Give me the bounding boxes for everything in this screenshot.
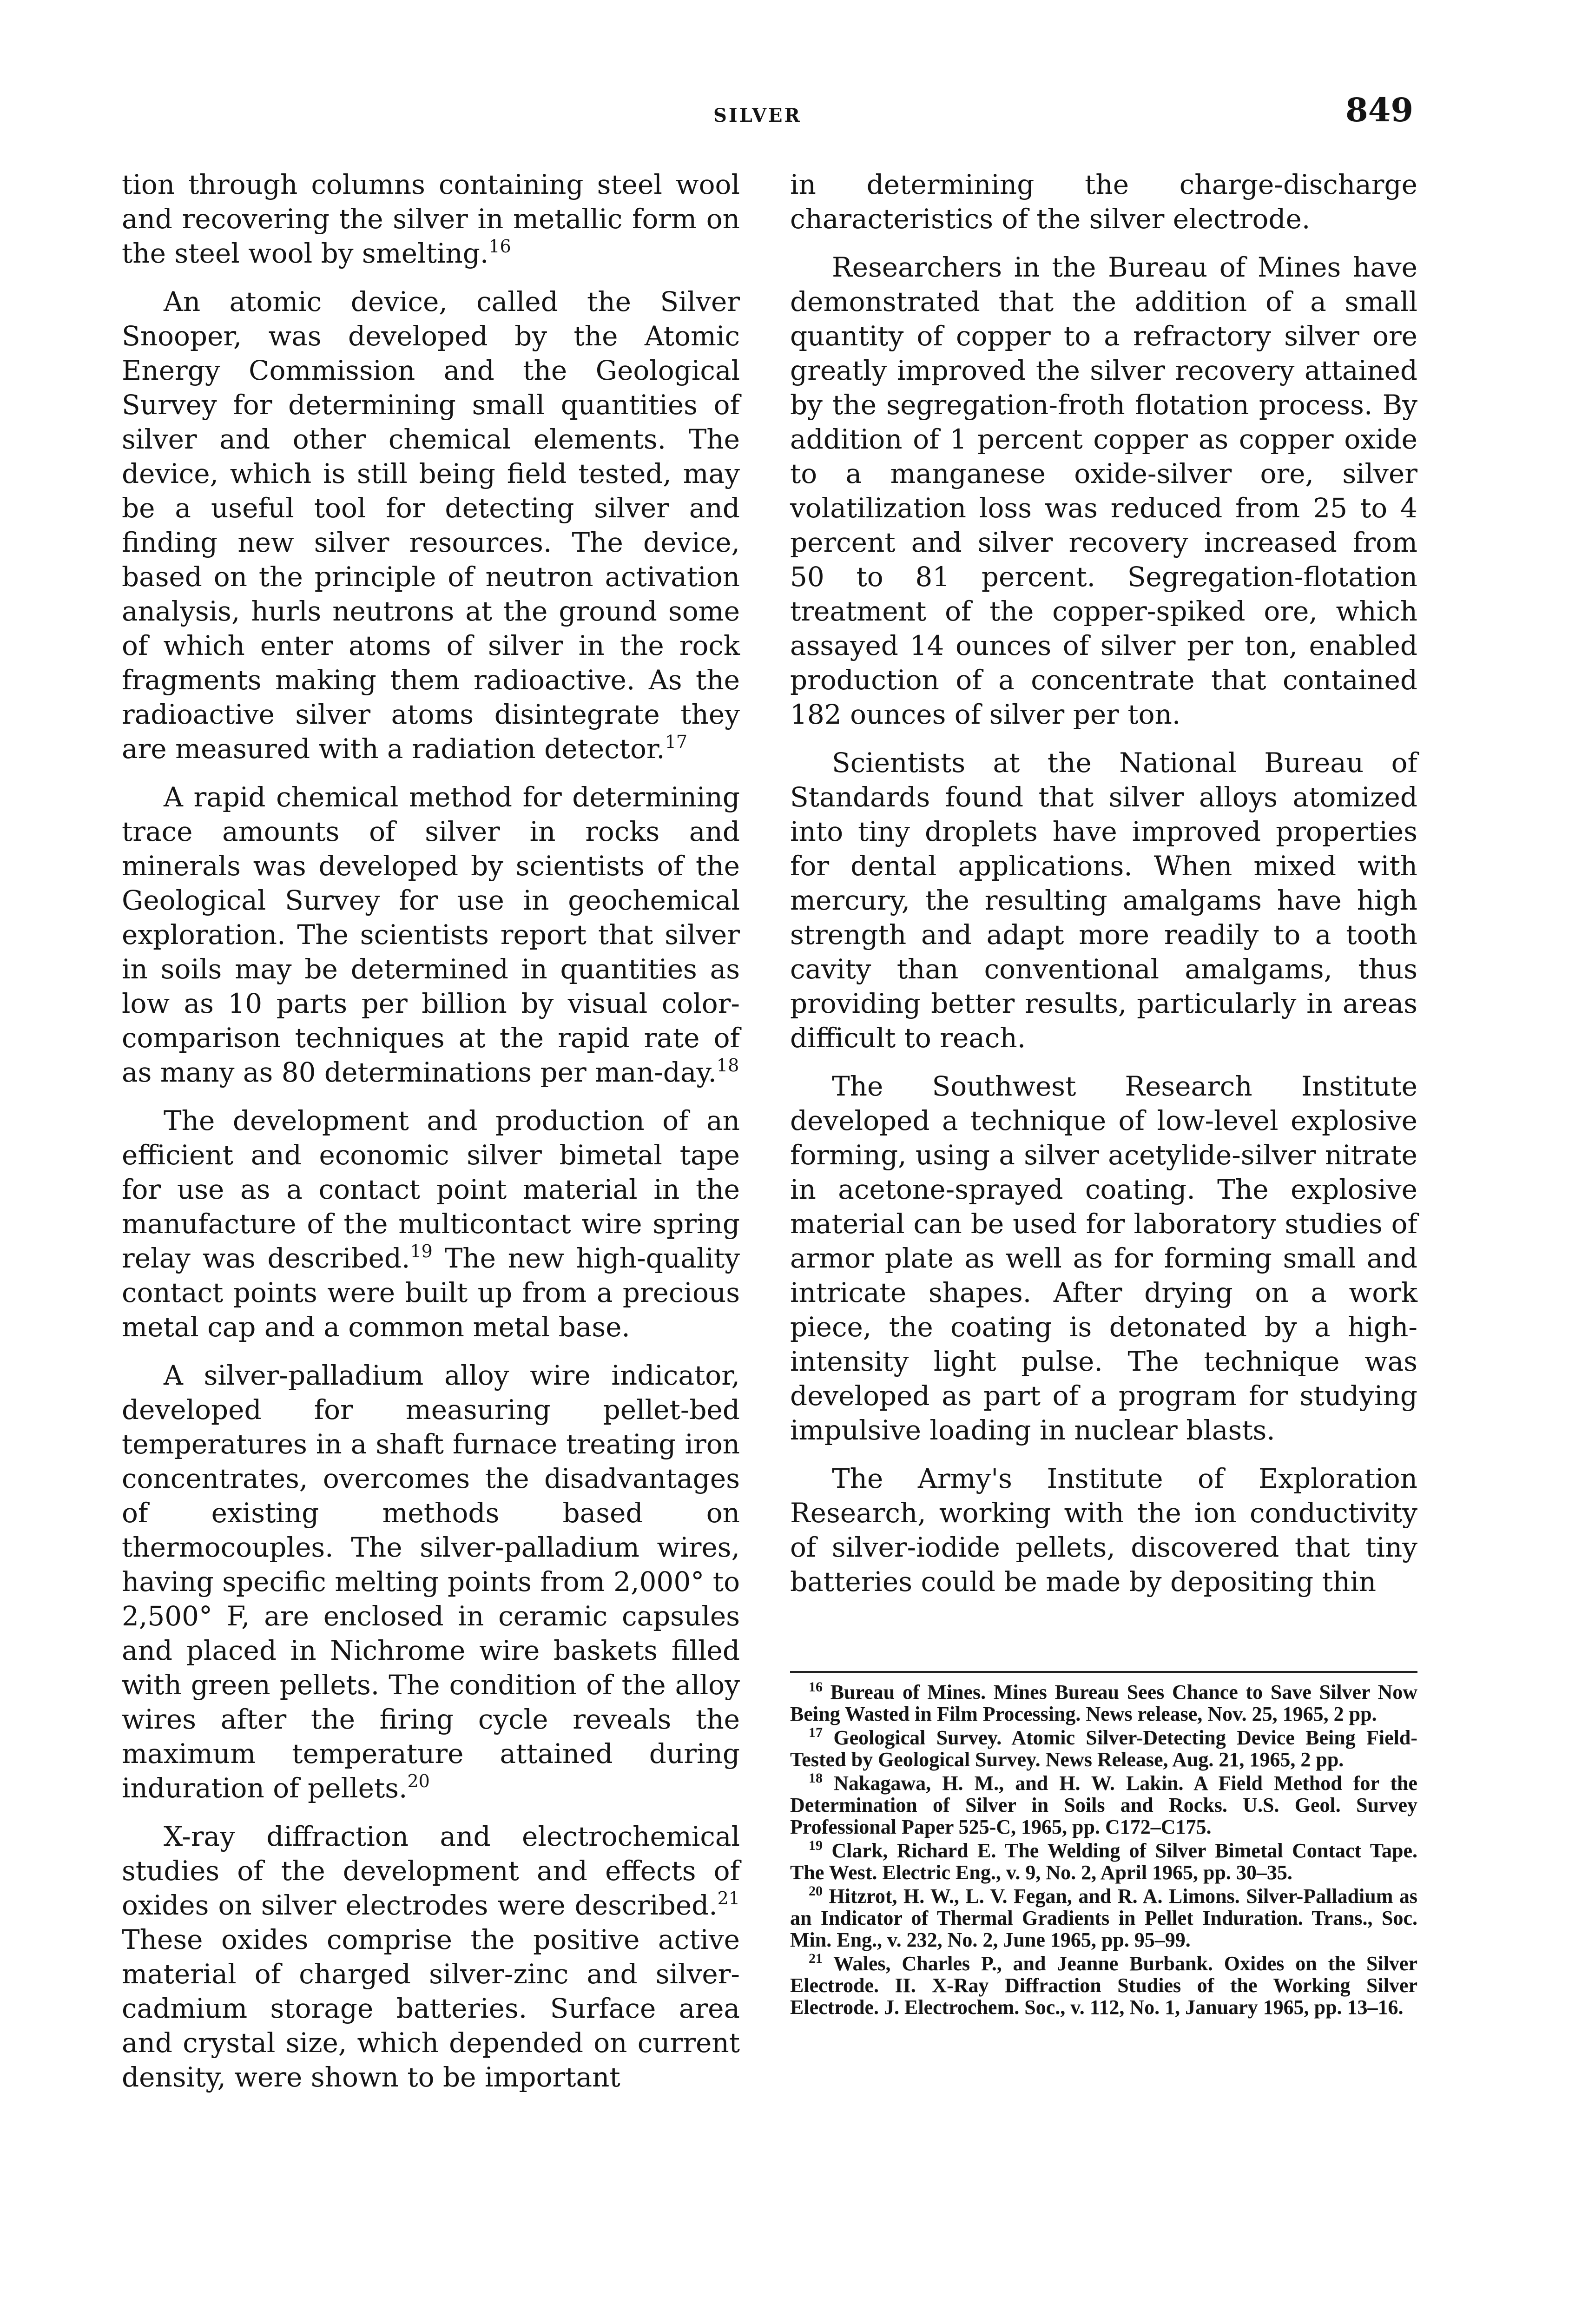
- paragraph: X-ray diffraction and electrochemical studies of the development and effects of oxides on silver electrodes were described.$^{21}$ These oxides comprise the positive active material of charged silver-zinc and silver-cadmium storage batteries. Surface area and crystal size, which depended on current density, were shown to be important: [122, 1821, 740, 2093]
- footnote: $^{18}$ Nakagawa, H. M., and H. W. Lakin. A Field Method for the Determination of Silver in Soils and Rocks. U.S. Geol. Survey Professional Paper 525-C, 1965, pp. C172–C175.: [790, 1770, 1418, 1838]
- paragraph: The Southwest Research Institute developed a technique of low-level explosive forming, using a silver acetylide-silver nitrate in acetone-sprayed coating. The explosive material can be used for laboratory studies of armor plate as well as for forming small and intricate shapes. After drying on a work piece, the coating is detonated by a high-intensity light pulse. The technique was developed as part of a program for studying impulsive loading in nuclear blasts.: [790, 1070, 1417, 1446]
- footnote-ref: 19: [410, 1241, 433, 1261]
- paragraph: Researchers in the Bureau of Mines have demonstrated that the addition of a small quantity of copper to a refractory silver ore greatly improved the silver recovery attained by the segregation-froth flotation process. By addition of 1 percent copper as copper oxide to a manganese oxide-silver ore, silver volatilization loss was reduced from 25 to 4 percent and silver recovery increased from 50 to 81 percent. Segregation-flotation treatment of the copper-spiked ore, which assayed 14 ounces of silver per ton, enabled production of a concentrate that contained 182 ounces of silver per ton.: [790, 251, 1417, 730]
- left-column: [122, 167, 740, 2108]
- paragraph: An atomic device, called the Silver Snooper, was developed by the Atomic Energy Commission and the Geological Survey for determining small quantities of silver and other chemical elements. The device, which is still being field tested, may be a useful tool for detecting silver and finding new silver resources. The device, based on the principle of neutron activation analysis, hurls neutrons at the ground some of which enter atoms of silver in the rock fragments making them radioactive. As the radioactive silver atoms disintegrate they are measured with a radiation detector.$^{17}$: [122, 286, 740, 765]
- footnote: $^{21}$ Wales, Charles P., and Jeanne Burbank. Oxides on the Silver Electrode. II. X-Ray Diffraction Studies of the Working Silver Electrode. J. Electrochem. Soc., v. 112, No. 1, January 1965, pp. 13–16.: [790, 1951, 1417, 2019]
- paragraph: in determining the charge-discharge characteristics of the silver electrode.: [790, 169, 1417, 235]
- page-header: [0, 91, 1595, 132]
- footnote-ref: 21: [717, 1888, 740, 1908]
- paragraph: tion through columns containing steel wool and recovering the silver in metallic form on the steel wool by smelting.$^{16}$: [122, 169, 740, 269]
- footnote: $^{17}$ Geological Survey. Atomic Silver-Detecting Device Being Field-Tested by Geological Survey. News Release, Aug. 21, 1965, 2 pp.: [790, 1725, 1418, 1771]
- footnote: $^{20}$ Hitzrot, H. W., L. V. Fegan, and R. A. Limons. Silver-Palladium as an Indicator of Thermal Gradients in Pellet Induration. Trans., Soc. Min. Eng., v. 232, No. 2, June 1965, pp. 95–99.: [790, 1883, 1418, 1951]
- footnote: $^{19}$ Clark, Richard E. The Welding of Silver Bimetal Contact Tape. The West. Electric Eng., v. 9, No. 2, April 1965, pp. 30–35.: [790, 1838, 1417, 1884]
- footnote: $^{16}$ Bureau of Mines. Mines Bureau Sees Chance to Save Silver Now Being Wasted in Film Processing. News release, Nov. 25, 1965, 2 pp.: [790, 1679, 1418, 1725]
- footnote-ref: 17: [665, 732, 688, 752]
- footnote-ref: 20: [407, 1771, 430, 1791]
- page-number: 849: [1345, 91, 1414, 129]
- running-head: SILVER: [713, 105, 802, 126]
- paragraph: The development and production of an efficient and economic silver bimetal tape for use as a contact point material in the manufacture of the multicontact wire spring relay was described.$^{19}$ The new high-quality contact points were built up from a precious metal cap and a common metal base.: [122, 1105, 740, 1343]
- footnotes: [790, 1671, 1417, 2020]
- footnote-ref: 16: [488, 236, 511, 257]
- paragraph: The Army's Institute of Exploration Research, working with the ion conductivity of silver-iodide pellets, discovered that tiny batteries could be made by depositing thin: [790, 1463, 1417, 1598]
- paragraph: A silver-palladium alloy wire indicator, developed for measuring pellet-bed temperatures in a shaft furnace treating iron concentrates, overcomes the disadvantages of existing methods based on thermocouples. The silver-palladium wires, having specific melting points from 2,000° to 2,500° F, are enclosed in ceramic capsules and placed in Nichrome wire baskets filled with green pellets. The condition of the alloy wires after the firing cycle reveals the maximum temperature attained during induration of pellets.$^{20}$: [122, 1360, 740, 1804]
- footnote-ref: 18: [716, 1055, 739, 1076]
- right-column: [790, 167, 1417, 1613]
- paragraph: A rapid chemical method for determining trace amounts of silver in rocks and minerals was developed by scientists of the Geological Survey for use in geochemical exploration. The scientists report that silver in soils may be determined in quantities as low as 10 parts per billion by visual color-comparison techniques at the rapid rate of as many as 80 determinations per man-day.$^{18}$: [122, 781, 740, 1088]
- paragraph: Scientists at the National Bureau of Standards found that silver alloys atomized into tiny droplets have improved properties for dental applications. When mixed with mercury, the resulting amalgams have high strength and adapt more readily to a tooth cavity than conventional amalgams, thus providing better results, particularly in areas difficult to reach.: [790, 747, 1417, 1054]
